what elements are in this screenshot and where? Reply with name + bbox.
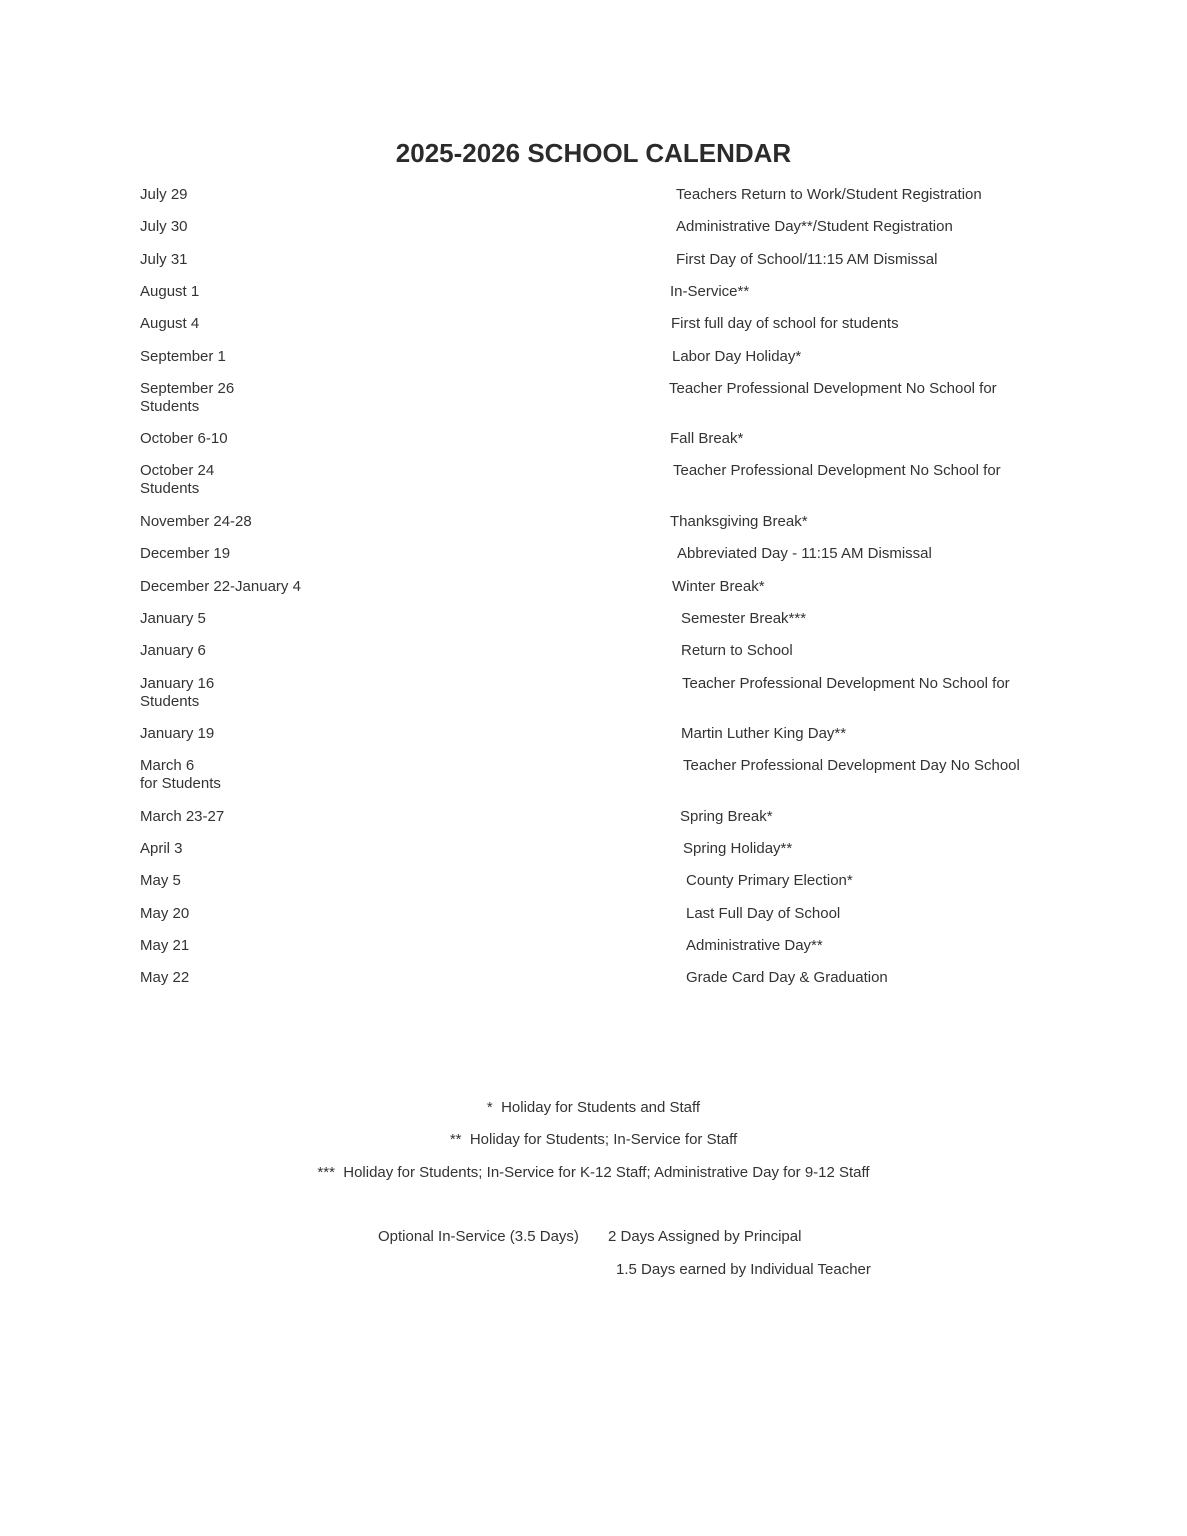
calendar-row (0, 610, 1187, 640)
optional-inservice-teacher: 1.5 Days earned by Individual Teacher (616, 1261, 871, 1278)
calendar-event: Abbreviated Day - 11:15 AM Dismissal (677, 545, 932, 562)
calendar-row (0, 430, 1187, 460)
legend-double-asterisk: ** Holiday for Students; In-Service for Staff (449, 1131, 738, 1148)
calendar-row (0, 937, 1187, 967)
calendar-event: Teachers Return to Work/Student Registration (676, 186, 982, 203)
calendar-event: First full day of school for students (671, 315, 899, 332)
calendar-event-continuation: Students (140, 480, 200, 497)
calendar-event: Thanksgiving Break* (670, 513, 808, 530)
calendar-event: Teacher Professional Development No School for (682, 675, 1010, 692)
calendar-row (0, 186, 1187, 216)
calendar-row (0, 283, 1187, 313)
calendar-date: January 19 (140, 725, 215, 742)
calendar-row (0, 872, 1187, 902)
calendar-event: Fall Break* (670, 430, 744, 447)
calendar-date: May 5 (140, 872, 181, 889)
calendar-event-continuation: Students (140, 398, 200, 415)
calendar-row (0, 380, 1187, 415)
calendar-date: December 22-January 4 (140, 578, 301, 595)
legend-triple-asterisk: *** Holiday for Students; In-Service for K-12 Staff; Administrative Day for 9-12 Staff (317, 1164, 870, 1181)
calendar-row (0, 905, 1187, 935)
calendar-row (0, 462, 1187, 497)
calendar-row (0, 218, 1187, 248)
calendar-event: Return to School (681, 642, 793, 659)
calendar-event: Administrative Day** (686, 937, 823, 954)
calendar-event: County Primary Election* (686, 872, 853, 889)
calendar-date: January 5 (140, 610, 206, 627)
calendar-event: First Day of School/11:15 AM Dismissal (676, 251, 938, 268)
calendar-date: September 1 (140, 348, 226, 365)
calendar-event-continuation: Students (140, 693, 200, 710)
calendar-date: October 24 (140, 462, 215, 479)
legend-single-asterisk: * Holiday for Students and Staff (486, 1099, 701, 1116)
calendar-date: December 19 (140, 545, 231, 562)
calendar-event: Teacher Professional Development No School for (669, 380, 997, 397)
calendar-event: Labor Day Holiday* (672, 348, 802, 365)
calendar-date: January 16 (140, 675, 215, 692)
calendar-row (0, 315, 1187, 345)
calendar-event: Grade Card Day & Graduation (686, 969, 888, 986)
calendar-date: September 26 (140, 380, 235, 397)
calendar-date: July 29 (140, 186, 188, 203)
calendar-event: Last Full Day of School (686, 905, 841, 922)
calendar-event-continuation: for Students (140, 775, 221, 792)
calendar-row (0, 675, 1187, 710)
calendar-row (0, 545, 1187, 575)
calendar-row (0, 840, 1187, 870)
calendar-row (0, 969, 1187, 999)
calendar-event: Teacher Professional Development Day No School (683, 757, 1020, 774)
calendar-date: October 6-10 (140, 430, 228, 447)
calendar-row (0, 251, 1187, 281)
calendar-event: Spring Holiday** (683, 840, 793, 857)
optional-inservice-label: Optional In-Service (3.5 Days) (378, 1228, 579, 1245)
calendar-row (0, 348, 1187, 378)
calendar-row (0, 513, 1187, 543)
calendar-date: January 6 (140, 642, 206, 659)
calendar-row (0, 725, 1187, 755)
calendar-date: May 22 (140, 969, 190, 986)
calendar-row (0, 642, 1187, 672)
calendar-event: Spring Break* (680, 808, 773, 825)
optional-inservice-principal: 2 Days Assigned by Principal (608, 1228, 802, 1245)
calendar-date: May 20 (140, 905, 190, 922)
calendar-date: August 1 (140, 283, 200, 300)
calendar-date: March 6 (140, 757, 195, 774)
calendar-date: April 3 (140, 840, 183, 857)
calendar-event: Martin Luther King Day** (681, 725, 847, 742)
calendar-date: November 24-28 (140, 513, 252, 530)
calendar-date: July 31 (140, 251, 188, 268)
calendar-date: March 23-27 (140, 808, 225, 825)
calendar-event: Winter Break* (672, 578, 765, 595)
calendar-event: Administrative Day**/Student Registration (676, 218, 953, 235)
calendar-row (0, 808, 1187, 838)
calendar-row (0, 757, 1187, 792)
calendar-event: In-Service** (670, 283, 750, 300)
calendar-date: August 4 (140, 315, 200, 332)
calendar-date: May 21 (140, 937, 190, 954)
calendar-date: July 30 (140, 218, 188, 235)
calendar-event: Teacher Professional Development No School for (673, 462, 1001, 479)
calendar-event: Semester Break*** (681, 610, 807, 627)
calendar-row (0, 578, 1187, 608)
page-title: 2025-2026 SCHOOL CALENDAR (395, 138, 792, 168)
